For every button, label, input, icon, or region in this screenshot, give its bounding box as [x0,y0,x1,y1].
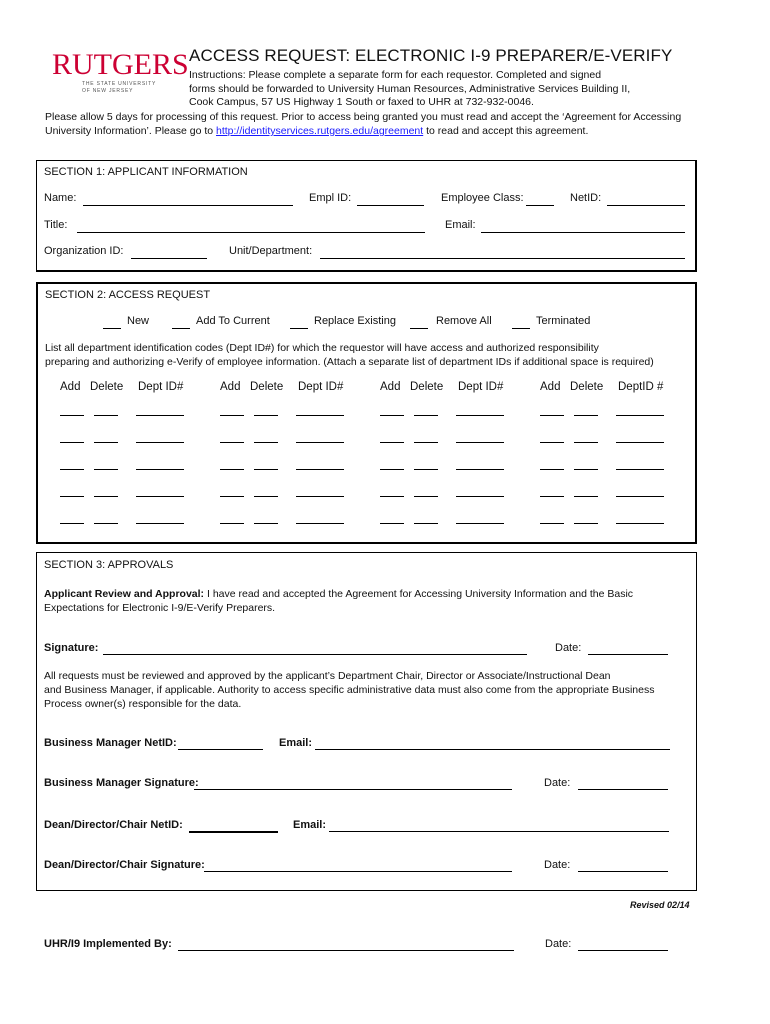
signature-label: Signature: [44,642,99,654]
dept-id-field-g2-r2[interactable] [296,442,344,443]
dept-id-field-g1-r4[interactable] [136,496,184,497]
col-delete-header-4: Delete [570,381,604,393]
dept-id-field-g1-r3[interactable] [136,469,184,470]
dean-date-label: Date: [544,859,571,871]
add-field-g2-r2[interactable] [220,442,244,443]
dept-id-field-g4-r2[interactable] [616,442,664,443]
processing-note-line-1: Please allow 5 days for processing of this request. Prior to access being granted you must read and accept the ‘Agreement for Accessing [45,111,682,123]
delete-field-g1-r2[interactable] [94,442,118,443]
add-field-g3-r1[interactable] [380,415,404,416]
applicant-review-label: Applicant Review and Approval: [44,588,205,600]
delete-field-g2-r5[interactable] [254,523,278,524]
signature-date-field[interactable] [588,654,668,655]
dean-date-field[interactable] [578,871,668,872]
applicant-review-text: I have read and accepted the Agreement for Accessing University Information and the Basic [204,588,634,600]
dept-id-field-g3-r2[interactable] [456,442,504,443]
revision-note: Revised 02/14 [630,900,690,910]
business-manager-date-label: Date: [544,777,571,789]
employee-class-field[interactable] [526,205,554,206]
organization-id-label: Organization ID: [44,245,124,257]
col-delete-header-1: Delete [90,381,124,393]
delete-field-g4-r2[interactable] [574,442,598,443]
delete-field-g1-r1[interactable] [94,415,118,416]
dean-signature-label: Dean/Director/Chair Signature: [44,859,205,871]
add-field-g1-r4[interactable] [60,496,84,497]
applicant-review-text-2: Expectations for Electronic I-9/E-Verify Preparers. [44,602,276,614]
instructions-line-1: Instructions: Please complete a separate form for each requestor. Completed and signed [189,69,602,81]
signature-field[interactable] [103,654,527,655]
uhr-date-field[interactable] [578,950,668,951]
unit-department-label: Unit/Department: [229,245,313,257]
col-add-header-2: Add [220,381,241,393]
uhr-implemented-by-label: UHR/I9 Implemented By: [44,938,172,950]
dept-id-field-g3-r1[interactable] [456,415,504,416]
delete-field-g4-r1[interactable] [574,415,598,416]
email-field[interactable] [481,232,685,233]
add-field-g3-r2[interactable] [380,442,404,443]
col-dept-id-header-4: DeptID # [618,381,664,393]
col-add-header-3: Add [380,381,401,393]
dept-list-instructions [45,341,695,369]
approval-requirements [44,669,684,711]
agreement-link[interactable]: http://identityservices.rutgers.edu/agreement [216,125,424,137]
business-manager-date-field[interactable] [578,789,668,790]
netid-field[interactable] [607,205,685,206]
empl-id-field[interactable] [357,205,424,206]
delete-field-g2-r3[interactable] [254,469,278,470]
logo-wordmark: RUTGERS [52,48,189,81]
dept-id-field-g1-r5[interactable] [136,523,184,524]
delete-field-g2-r4[interactable] [254,496,278,497]
delete-field-g4-r4[interactable] [574,496,598,497]
approval-requirements-line-1: All requests must be reviewed and approved by the applicant’s Department Chair, Director or Associate/Instructional Dean [44,670,611,682]
add-field-g2-r4[interactable] [220,496,244,497]
dept-id-field-g2-r3[interactable] [296,469,344,470]
processing-note-line-2b: to read and accept this agreement. [423,125,589,137]
delete-field-g4-r5[interactable] [574,523,598,524]
dept-id-field-g4-r5[interactable] [616,523,664,524]
dept-id-field-g2-r1[interactable] [296,415,344,416]
delete-field-g1-r5[interactable] [94,523,118,524]
organization-id-field[interactable] [131,258,207,259]
dean-netid-field[interactable] [189,831,278,833]
add-field-g4-r1[interactable] [540,415,564,416]
dept-id-field-g2-r5[interactable] [296,523,344,524]
option-replace-existing-blank[interactable] [290,328,308,329]
section-3-title: SECTION 3: APPROVALS [44,559,174,571]
option-new-blank[interactable] [103,328,121,329]
dean-signature-field[interactable] [204,871,512,872]
business-manager-netid-label: Business Manager NetID: [44,737,177,749]
add-field-g3-r3[interactable] [380,469,404,470]
instructions-line-2: forms should be forwarded to University Human Resources, Administrative Services Building II, [189,82,631,95]
dept-id-field-g4-r3[interactable] [616,469,664,470]
add-field-g1-r5[interactable] [60,523,84,524]
option-terminated-blank[interactable] [512,328,530,329]
business-manager-email-field[interactable] [315,749,670,750]
dept-id-field-g2-r4[interactable] [296,496,344,497]
dept-id-field-g3-r3[interactable] [456,469,504,470]
col-delete-header-2: Delete [250,381,284,393]
col-dept-id-header-3: Dept ID# [458,381,504,393]
dept-id-field-g4-r1[interactable] [616,415,664,416]
dept-id-field-g3-r4[interactable] [456,496,504,497]
email-label: Email: [445,219,476,231]
col-add-header-1: Add [60,381,81,393]
processing-note [45,110,705,138]
dept-id-field-g4-r4[interactable] [616,496,664,497]
delete-field-g4-r3[interactable] [574,469,598,470]
option-new-label: New [127,315,150,327]
dept-id-field-g1-r1[interactable] [136,415,184,416]
add-field-g4-r3[interactable] [540,469,564,470]
business-manager-email-label: Email: [279,737,313,749]
section-2-title: SECTION 2: ACCESS REQUEST [45,289,211,301]
col-dept-id-header-2: Dept ID# [298,381,344,393]
employee-class-label: Employee Class: [441,192,524,204]
delete-field-g3-r2[interactable] [414,442,438,443]
option-remove-all-label: Remove All [436,315,492,327]
add-field-g4-r5[interactable] [540,523,564,524]
option-add-to-current-label: Add To Current [196,315,270,327]
add-field-g4-r4[interactable] [540,496,564,497]
add-field-g1-r1[interactable] [60,415,84,416]
add-field-g1-r3[interactable] [60,469,84,470]
dean-email-field[interactable] [329,831,669,832]
logo-subtitle-1: THE STATE UNIVERSITY [82,81,157,87]
option-terminated-label: Terminated [536,315,591,327]
section-3-approvals [36,552,697,891]
col-dept-id-header-1: Dept ID# [138,381,184,393]
form-title: ACCESS REQUEST: ELECTRONIC I-9 PREPARER/E-VERIFY [189,46,673,65]
option-add-to-current-blank[interactable] [172,328,190,329]
approval-requirements-line-3: Process owner(s) responsible for the data. [44,698,242,710]
delete-field-g1-r3[interactable] [94,469,118,470]
name-label: Name: [44,192,77,204]
processing-note-line-2a: University Information’. Please go to [45,125,216,137]
dept-list-instructions-line-1: List all department identification codes (Dept ID#) for which the requestor will have access and authorized responsibility [45,342,599,354]
delete-field-g1-r4[interactable] [94,496,118,497]
add-field-g4-r2[interactable] [540,442,564,443]
dept-id-field-g1-r2[interactable] [136,442,184,443]
rutgers-logo [52,50,189,94]
business-manager-signature-label: Business Manager Signature: [44,777,199,789]
uhr-implemented-by-field[interactable] [178,950,514,951]
delete-field-g3-r1[interactable] [414,415,438,416]
instructions [189,69,699,110]
dean-netid-label: Dean/Director/Chair NetID: [44,819,183,831]
delete-field-g2-r2[interactable] [254,442,278,443]
col-delete-header-3: Delete [410,381,444,393]
empl-id-label: Empl ID: [309,192,352,204]
section-2-access-request [36,282,697,544]
uhr-date-label: Date: [545,938,572,950]
add-field-g1-r2[interactable] [60,442,84,443]
delete-field-g2-r1[interactable] [254,415,278,416]
add-field-g2-r1[interactable] [220,415,244,416]
title-label: Title: [44,219,68,231]
option-remove-all-blank[interactable] [410,328,428,329]
signature-date-label: Date: [555,642,582,654]
delete-field-g3-r3[interactable] [414,469,438,470]
dept-id-field-g3-r5[interactable] [456,523,504,524]
dean-email-label: Email: [293,819,327,831]
option-replace-existing-label: Replace Existing [314,315,396,327]
section-1-applicant-information [36,160,697,272]
applicant-review [44,587,684,615]
netid-label: NetID: [570,192,602,204]
add-field-g3-r4[interactable] [380,496,404,497]
name-field[interactable] [83,205,293,206]
delete-field-g3-r5[interactable] [414,523,438,524]
unit-department-field[interactable] [320,258,685,259]
approval-requirements-line-2: and Business Manager, if applicable. Authority to access specific administrative data must also come from the appropriate Business [44,684,655,696]
dept-list-instructions-line-2: preparing and authorizing e-Verify of employee information. (Attach a separate list of department IDs if additional space is required) [45,356,654,368]
instructions-line-3: Cook Campus, 57 US Highway 1 South or faxed to UHR at 732-932-0046. [189,96,534,108]
section-1-title: SECTION 1: APPLICANT INFORMATION [44,166,248,178]
col-add-header-4: Add [540,381,561,393]
delete-field-g3-r4[interactable] [414,496,438,497]
add-field-g2-r5[interactable] [220,523,244,524]
business-manager-netid-field[interactable] [178,749,263,750]
logo-subtitle-2: OF NEW JERSEY [82,88,134,94]
business-manager-signature-field[interactable] [194,789,512,790]
add-field-g2-r3[interactable] [220,469,244,470]
add-field-g3-r5[interactable] [380,523,404,524]
title-field[interactable] [77,232,425,233]
